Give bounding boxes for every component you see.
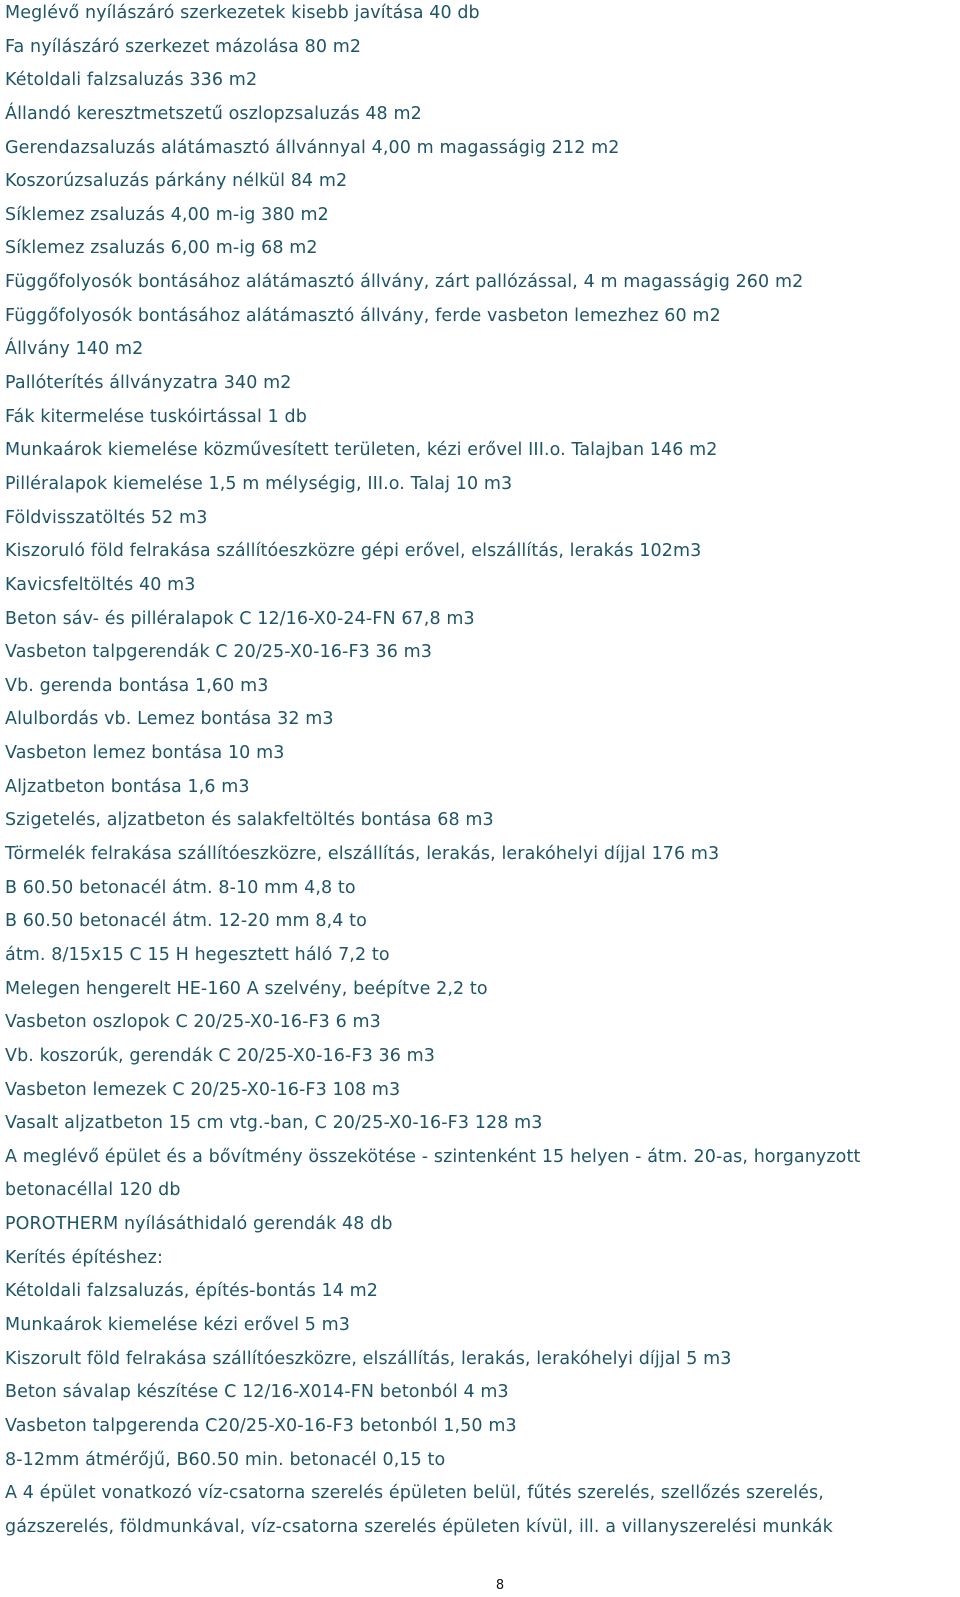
list-item: Függőfolyosók bontásához alátámasztó állvány, zárt pallózással, 4 m magasságig 260 m2 (5, 272, 804, 293)
list-item: A meglévő épület és a bővítmény összekötése - szintenként 15 helyen - átm. 20-as, horganyzott (5, 1146, 861, 1167)
list-item: Munkaárok kiemelése közművesített területen, kézi erővel III.o. Talajban 146 m2 (5, 440, 718, 461)
list-item: Vasbeton talpgerendák C 20/25-X0-16-F3 36 m3 (5, 642, 433, 663)
list-item: Függőfolyosók bontásához alátámasztó állvány, ferde vasbeton lemezhez 60 m2 (5, 305, 721, 326)
list-item: Kavicsfeltöltés 40 m3 (5, 574, 196, 595)
list-item: Vb. gerenda bontása 1,60 m3 (5, 675, 269, 696)
list-item: Vasbeton talpgerenda C20/25-X0-16-F3 betonból 1,50 m3 (5, 1415, 517, 1436)
list-item: Pilléralapok kiemelése 1,5 m mélységig, III.o. Talaj 10 m3 (5, 473, 513, 494)
list-item: Melegen hengerelt HE-160 A szelvény, beépítve 2,2 to (5, 978, 488, 999)
list-item: Vb. koszorúk, gerendák C 20/25-X0-16-F3 36 m3 (5, 1045, 436, 1066)
list-item: Vasalt aljzatbeton 15 cm vtg.-ban, C 20/25-X0-16-F3 128 m3 (5, 1113, 543, 1134)
list-item: Kétoldali falzsaluzás 336 m2 (5, 70, 258, 91)
list-item: Munkaárok kiemelése kézi erővel 5 m3 (5, 1314, 351, 1335)
list-item: Kiszoruló föld felrakása szállítóeszközre gépi erővel, elszállítás, lerakás 102m3 (5, 541, 702, 562)
list-item: Pallóterítés állványzatra 340 m2 (5, 373, 292, 394)
list-item: Kerítés építéshez: (5, 1247, 163, 1268)
list-item: Fák kitermelése tuskóirtással 1 db (5, 406, 307, 427)
list-item: Vasbeton oszlopok C 20/25-X0-16-F3 6 m3 (5, 1012, 381, 1033)
list-item: Aljzatbeton bontása 1,6 m3 (5, 776, 250, 797)
list-item: Szigetelés, aljzatbeton és salakfeltöltés bontása 68 m3 (5, 810, 494, 831)
list-item: Koszorúzsaluzás párkány nélkül 84 m2 (5, 171, 348, 192)
page-number: 8 (495, 1578, 505, 1593)
list-item: Kétoldali falzsaluzás, építés-bontás 14 m2 (5, 1281, 378, 1302)
list-item: Földvisszatöltés 52 m3 (5, 507, 208, 528)
list-item: Törmelék felrakása szállítóeszközre, elszállítás, lerakás, lerakóhelyi díjjal 176 m3 (5, 844, 720, 865)
list-item: Beton sáv- és pilléralapok C 12/16-X0-24-FN 67,8 m3 (5, 608, 475, 629)
list-item: 8-12mm átmérőjű, B60.50 min. betonacél 0,15 to (5, 1449, 446, 1470)
list-item: Síklemez zsaluzás 4,00 m-ig 380 m2 (5, 204, 329, 225)
list-item: Beton sávalap készítése C 12/16-X014-FN betonból 4 m3 (5, 1382, 509, 1403)
list-item: B 60.50 betonacél átm. 8-10 mm 4,8 to (5, 877, 356, 898)
list-item: B 60.50 betonacél átm. 12-20 mm 8,4 to (5, 911, 367, 932)
item-list (5, 0, 950, 1547)
list-item: Gerendazsaluzás alátámasztó állvánnyal 4,00 m magasságig 212 m2 (5, 137, 620, 158)
list-item: Fa nyílászáró szerkezet mázolása 80 m2 (5, 36, 362, 57)
list-item: Vasbeton lemez bontása 10 m3 (5, 743, 285, 764)
list-item: Vasbeton lemezek C 20/25-X0-16-F3 108 m3 (5, 1079, 401, 1100)
list-item: Síklemez zsaluzás 6,00 m-ig 68 m2 (5, 238, 318, 259)
list-item: A 4 épület vonatkozó víz-csatorna szerelés épületen belül, fűtés szerelés, szellőzés szerelés, (5, 1483, 824, 1504)
list-item: Állvány 140 m2 (5, 339, 144, 360)
list-item: Meglévő nyílászáró szerkezetek kisebb javítása 40 db (5, 3, 480, 23)
list-item: Állandó keresztmetszetű oszlopzsaluzás 48 m2 (5, 103, 422, 124)
list-item: Alulbordás vb. Lemez bontása 32 m3 (5, 709, 334, 730)
list-item: betonacéllal 120 db (5, 1180, 181, 1201)
list-item: Kiszorult föld felrakása szállítóeszközre, elszállítás, lerakás, lerakóhelyi díjjal 5 m3 (5, 1348, 732, 1369)
list-item: gázszerelés, földmunkával, víz-csatorna szerelés épületen kívül, ill. a villanyszerelési munkák (5, 1516, 833, 1537)
list-item: átm. 8/15x15 C 15 H hegesztett háló 7,2 to (5, 944, 390, 965)
list-item: POROTHERM nyílásáthidaló gerendák 48 db (5, 1214, 393, 1235)
